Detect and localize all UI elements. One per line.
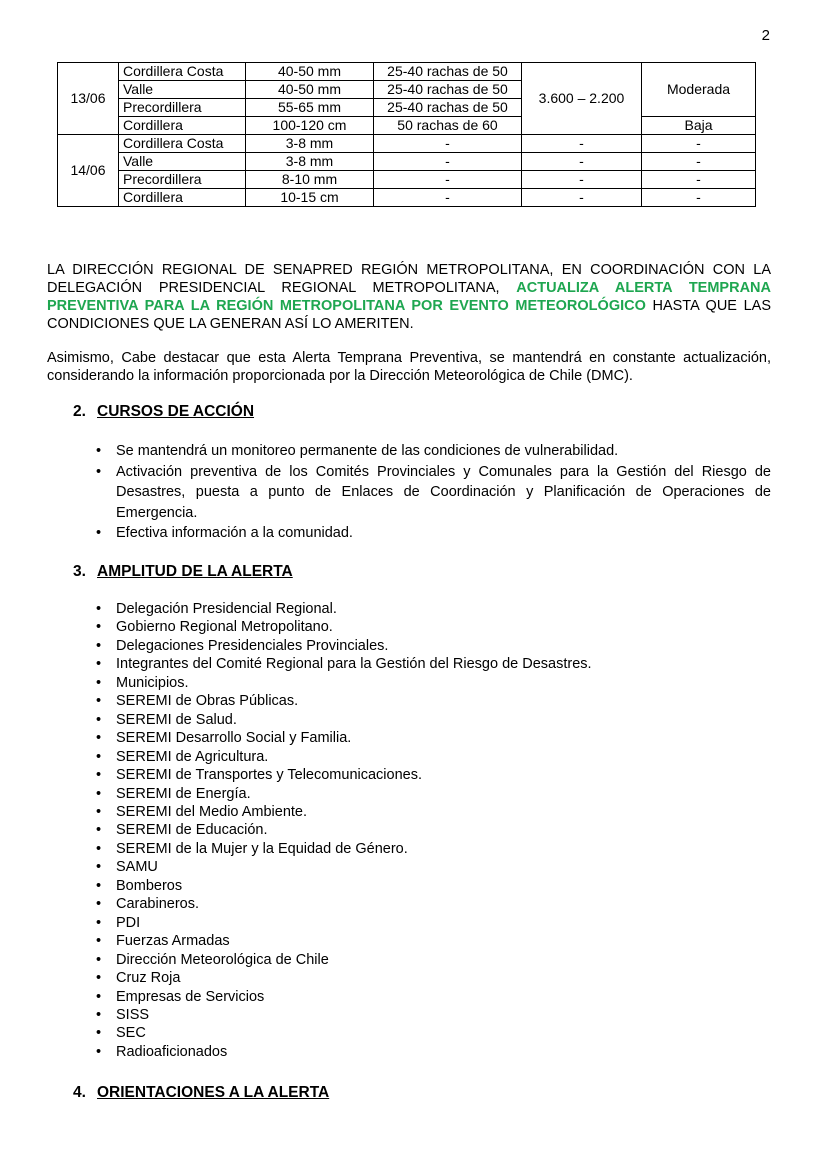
section-title: CURSOS DE ACCIÓN	[97, 403, 255, 420]
precipitation-cell: 10-15 cm	[246, 189, 374, 207]
date-cell: 14/06	[58, 135, 119, 207]
date-cell: 13/06	[58, 63, 119, 135]
alert-highlight: ACTUALIZA ALERTA TEMPRANA PREVENTIVA PARA LA REGIÓN METROPOLITANA POR EVENTO METEOROLÓGICO	[47, 280, 771, 314]
section-title: ORIENTACIONES A LA ALERTA	[97, 1084, 330, 1101]
list-item: • SEREMI de la Mujer y la Equidad de Género.	[96, 840, 771, 858]
list-item: • Gobierno Regional Metropolitano.	[96, 618, 771, 636]
section-number: 2.	[73, 403, 86, 420]
list-item: • SEREMI de Energía.	[96, 785, 771, 803]
risk-cell: -	[642, 171, 756, 189]
zone-cell: Precordillera	[119, 171, 246, 189]
list-item: • SEREMI de Educación.	[96, 821, 771, 839]
risk-cell: -	[642, 189, 756, 207]
alert-scope-list	[96, 600, 771, 1061]
weather-forecast-table	[57, 62, 756, 207]
table-row	[58, 63, 756, 81]
list-item: • Radioaficionados	[96, 1043, 771, 1061]
list-item: • Empresas de Servicios	[96, 988, 771, 1006]
wind-cell: 50 rachas de 60	[374, 117, 522, 135]
list-item: • Cruz Roja	[96, 969, 771, 987]
section-2-heading	[73, 403, 254, 421]
list-item: • Bomberos	[96, 877, 771, 895]
precipitation-cell: 100-120 cm	[246, 117, 374, 135]
section-3-heading	[73, 563, 293, 581]
precipitation-cell: 8-10 mm	[246, 171, 374, 189]
list-item: • Integrantes del Comité Regional para la Gestión del Riesgo de Desastres.	[96, 655, 771, 673]
precipitation-cell: 55-65 mm	[246, 99, 374, 117]
section-number: 3.	[73, 563, 86, 580]
table-row	[58, 171, 756, 189]
list-item: • SAMU	[96, 858, 771, 876]
alert-paragraph	[47, 261, 771, 333]
list-item: • SEREMI de Salud.	[96, 711, 771, 729]
risk-cell: -	[642, 135, 756, 153]
zone-cell: Cordillera Costa	[119, 63, 246, 81]
list-item: • SISS	[96, 1006, 771, 1024]
zone-cell: Cordillera Costa	[119, 135, 246, 153]
wind-cell: 25-40 rachas de 50	[374, 99, 522, 117]
zone-cell: Cordillera	[119, 117, 246, 135]
list-item: • Activación preventiva de los Comités Provinciales y Comunales para la Gestión del Riesgo de Desastres, puesta a punto de Enlaces de Coordinación y Planificación de Operaciones de Emergencia.	[96, 462, 771, 524]
isotherm-cell: -	[522, 189, 642, 207]
wind-cell: -	[374, 135, 522, 153]
section-title: AMPLITUD DE LA ALERTA	[97, 563, 293, 580]
risk-cell: Baja	[642, 117, 756, 135]
alert-paragraph-lead: LA DIRECCIÓN REGIONAL DE SENAPRED REGIÓN METROPOLITANA, EN COORDINACIÓN CON LA DELEGACIÓN PRESIDENCIAL REGIONAL METROPOLITANA,	[47, 262, 771, 296]
list-item: • PDI	[96, 914, 771, 932]
table-row	[58, 135, 756, 153]
isotherm-cell: -	[522, 135, 642, 153]
wind-cell: 25-40 rachas de 50	[374, 81, 522, 99]
list-item: • SEREMI Desarrollo Social y Familia.	[96, 729, 771, 747]
list-item: • SEREMI de Transportes y Telecomunicaciones.	[96, 766, 771, 784]
list-item: • Efectiva información a la comunidad.	[96, 523, 771, 544]
risk-cell: Moderada	[642, 63, 756, 117]
table-row	[58, 117, 756, 135]
alert-paragraph-tail: HASTA QUE LAS CONDICIONES QUE LA GENERAN ASÍ LO AMERITEN.	[47, 298, 771, 332]
precipitation-cell: 40-50 mm	[246, 81, 374, 99]
update-paragraph: Asimismo, Cabe destacar que esta Alerta Temprana Preventiva, se mantendrá en constante actualización, considerando la información proporcionada por la Dirección Meteorológica de Chile (DMC).	[47, 350, 771, 384]
zone-cell: Valle	[119, 81, 246, 99]
list-item: • SEREMI del Medio Ambiente.	[96, 803, 771, 821]
precipitation-cell: 40-50 mm	[246, 63, 374, 81]
risk-cell: -	[642, 153, 756, 171]
section-number: 4.	[73, 1084, 86, 1101]
wind-cell: -	[374, 189, 522, 207]
zone-cell: Valle	[119, 153, 246, 171]
zone-cell: Cordillera	[119, 189, 246, 207]
list-item: • Delegación Presidencial Regional.	[96, 600, 771, 618]
list-item: • Dirección Meteorológica de Chile	[96, 951, 771, 969]
precipitation-cell: 3-8 mm	[246, 153, 374, 171]
table-row	[58, 153, 756, 171]
courses-of-action-list	[96, 441, 771, 544]
table-row	[58, 189, 756, 207]
list-item: • Municipios.	[96, 674, 771, 692]
list-item: • SEREMI de Obras Públicas.	[96, 692, 771, 710]
zone-cell: Precordillera	[119, 99, 246, 117]
page-number: 2	[761, 27, 770, 44]
precipitation-cell: 3-8 mm	[246, 135, 374, 153]
list-item: • SEC	[96, 1024, 771, 1042]
wind-cell: -	[374, 171, 522, 189]
section-4-heading	[73, 1084, 329, 1102]
list-item: • SEREMI de Agricultura.	[96, 748, 771, 766]
list-item: • Se mantendrá un monitoreo permanente de las condiciones de vulnerabilidad.	[96, 441, 771, 462]
isotherm-cell: -	[522, 171, 642, 189]
list-item: • Fuerzas Armadas	[96, 932, 771, 950]
list-item: • Carabineros.	[96, 895, 771, 913]
wind-cell: -	[374, 153, 522, 171]
list-item: • Delegaciones Presidenciales Provinciales.	[96, 637, 771, 655]
wind-cell: 25-40 rachas de 50	[374, 63, 522, 81]
isotherm-cell: -	[522, 153, 642, 171]
isotherm-cell: 3.600 – 2.200	[522, 63, 642, 135]
